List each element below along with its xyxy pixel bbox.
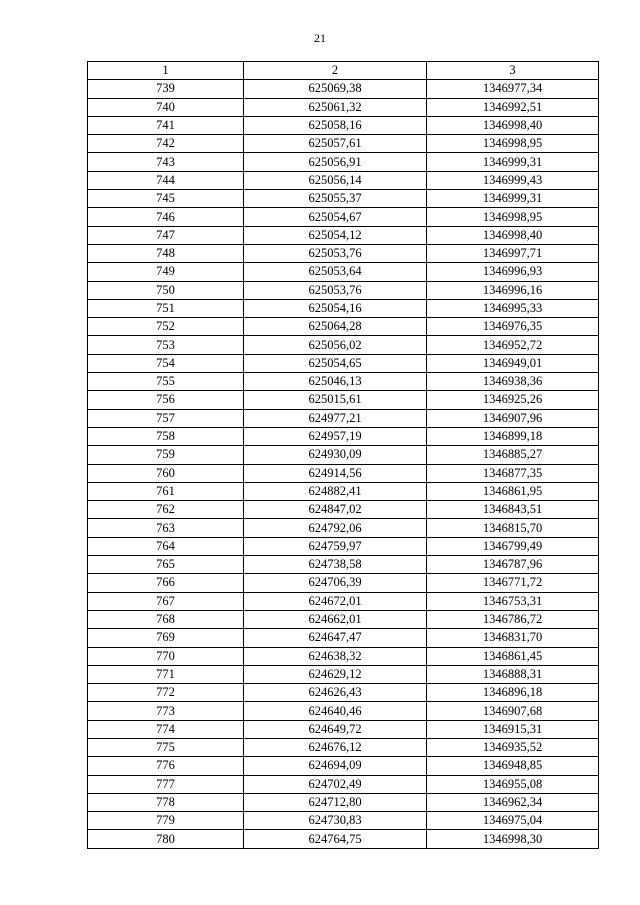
y-coordinate-cell: 1346992,51 xyxy=(427,98,599,116)
x-coordinate-cell: 625057,61 xyxy=(244,135,427,153)
point-number-cell: 750 xyxy=(88,281,244,299)
y-coordinate-cell: 1346975,04 xyxy=(427,812,599,830)
table-row xyxy=(88,98,599,116)
point-number-cell: 757 xyxy=(88,409,244,427)
table-body xyxy=(88,80,599,848)
page-number: 21 xyxy=(314,31,326,45)
y-coordinate-cell: 1346955,08 xyxy=(427,775,599,793)
x-coordinate-cell: 624626,43 xyxy=(244,684,427,702)
header-row xyxy=(88,62,599,80)
table-row xyxy=(88,610,599,628)
y-coordinate-cell: 1346831,70 xyxy=(427,629,599,647)
table-header xyxy=(88,62,599,80)
table-row xyxy=(88,464,599,482)
table-row xyxy=(88,373,599,391)
point-number-cell: 758 xyxy=(88,427,244,445)
table-row xyxy=(88,299,599,317)
x-coordinate-cell: 625054,16 xyxy=(244,299,427,317)
point-number-cell: 753 xyxy=(88,336,244,354)
y-coordinate-cell: 1346948,85 xyxy=(427,757,599,775)
x-coordinate-cell: 625054,67 xyxy=(244,208,427,226)
table-row xyxy=(88,190,599,208)
y-coordinate-cell: 1346787,96 xyxy=(427,556,599,574)
point-number-cell: 773 xyxy=(88,702,244,720)
y-coordinate-cell: 1346998,95 xyxy=(427,135,599,153)
table-row xyxy=(88,629,599,647)
y-coordinate-cell: 1346799,49 xyxy=(427,537,599,555)
point-number-cell: 739 xyxy=(88,80,244,98)
point-number-cell: 776 xyxy=(88,757,244,775)
x-coordinate-cell: 625053,76 xyxy=(244,244,427,262)
table-row xyxy=(88,446,599,464)
y-coordinate-cell: 1346877,35 xyxy=(427,464,599,482)
y-coordinate-cell: 1346843,51 xyxy=(427,501,599,519)
table-row xyxy=(88,263,599,281)
point-number-cell: 746 xyxy=(88,208,244,226)
point-number-cell: 767 xyxy=(88,592,244,610)
y-coordinate-cell: 1346995,33 xyxy=(427,299,599,317)
table-row xyxy=(88,354,599,372)
table-row xyxy=(88,318,599,336)
y-coordinate-cell: 1346996,16 xyxy=(427,281,599,299)
x-coordinate-cell: 624738,58 xyxy=(244,556,427,574)
y-coordinate-cell: 1346899,18 xyxy=(427,427,599,445)
x-coordinate-cell: 625054,12 xyxy=(244,226,427,244)
point-number-cell: 741 xyxy=(88,116,244,134)
point-number-cell: 755 xyxy=(88,373,244,391)
table-row xyxy=(88,482,599,500)
x-coordinate-cell: 625046,13 xyxy=(244,373,427,391)
x-coordinate-cell: 625054,65 xyxy=(244,354,427,372)
point-number-cell: 751 xyxy=(88,299,244,317)
table-row xyxy=(88,684,599,702)
x-coordinate-cell: 624977,21 xyxy=(244,409,427,427)
y-coordinate-cell: 1346907,96 xyxy=(427,409,599,427)
x-coordinate-cell: 624792,06 xyxy=(244,519,427,537)
x-coordinate-cell: 625061,32 xyxy=(244,98,427,116)
x-coordinate-cell: 625056,14 xyxy=(244,171,427,189)
point-number-cell: 749 xyxy=(88,263,244,281)
point-number-cell: 778 xyxy=(88,793,244,811)
y-coordinate-cell: 1346896,18 xyxy=(427,684,599,702)
x-coordinate-cell: 624662,01 xyxy=(244,610,427,628)
x-coordinate-cell: 624676,12 xyxy=(244,738,427,756)
y-coordinate-cell: 1346861,95 xyxy=(427,482,599,500)
x-coordinate-cell: 625055,37 xyxy=(244,190,427,208)
table-row xyxy=(88,409,599,427)
y-coordinate-cell: 1346949,01 xyxy=(427,354,599,372)
table-row xyxy=(88,519,599,537)
point-number-cell: 765 xyxy=(88,556,244,574)
table-row xyxy=(88,830,599,848)
table-row xyxy=(88,720,599,738)
point-number-cell: 754 xyxy=(88,354,244,372)
point-number-cell: 777 xyxy=(88,775,244,793)
y-coordinate-cell: 1346938,36 xyxy=(427,373,599,391)
x-coordinate-cell: 625053,64 xyxy=(244,263,427,281)
header-col-2: 2 xyxy=(244,62,427,80)
x-coordinate-cell: 625069,38 xyxy=(244,80,427,98)
header-col-1: 1 xyxy=(88,62,244,80)
x-coordinate-cell: 624702,49 xyxy=(244,775,427,793)
point-number-cell: 771 xyxy=(88,665,244,683)
point-number-cell: 768 xyxy=(88,610,244,628)
point-number-cell: 759 xyxy=(88,446,244,464)
x-coordinate-cell: 624672,01 xyxy=(244,592,427,610)
y-coordinate-cell: 1346907,68 xyxy=(427,702,599,720)
point-number-cell: 752 xyxy=(88,318,244,336)
table-row xyxy=(88,574,599,592)
point-number-cell: 763 xyxy=(88,519,244,537)
y-coordinate-cell: 1346998,40 xyxy=(427,116,599,134)
x-coordinate-cell: 625015,61 xyxy=(244,391,427,409)
x-coordinate-cell: 624638,32 xyxy=(244,647,427,665)
table-row xyxy=(88,226,599,244)
table-row xyxy=(88,171,599,189)
x-coordinate-cell: 624847,02 xyxy=(244,501,427,519)
point-number-cell: 744 xyxy=(88,171,244,189)
table-row xyxy=(88,501,599,519)
x-coordinate-cell: 624882,41 xyxy=(244,482,427,500)
header-col-3: 3 xyxy=(427,62,599,80)
table-row xyxy=(88,757,599,775)
table-row xyxy=(88,116,599,134)
table-row xyxy=(88,537,599,555)
y-coordinate-cell: 1346998,40 xyxy=(427,226,599,244)
y-coordinate-cell: 1346885,27 xyxy=(427,446,599,464)
point-number-cell: 780 xyxy=(88,830,244,848)
table-row xyxy=(88,812,599,830)
y-coordinate-cell: 1346935,52 xyxy=(427,738,599,756)
y-coordinate-cell: 1346977,34 xyxy=(427,80,599,98)
point-number-cell: 764 xyxy=(88,537,244,555)
table-row xyxy=(88,738,599,756)
point-number-cell: 743 xyxy=(88,153,244,171)
x-coordinate-cell: 625058,16 xyxy=(244,116,427,134)
y-coordinate-cell: 1346753,31 xyxy=(427,592,599,610)
table-row xyxy=(88,208,599,226)
point-number-cell: 769 xyxy=(88,629,244,647)
table-row xyxy=(88,793,599,811)
y-coordinate-cell: 1346786,72 xyxy=(427,610,599,628)
x-coordinate-cell: 625053,76 xyxy=(244,281,427,299)
table-row xyxy=(88,665,599,683)
y-coordinate-cell: 1346999,31 xyxy=(427,153,599,171)
point-number-cell: 775 xyxy=(88,738,244,756)
coordinates-table xyxy=(87,61,599,849)
point-number-cell: 766 xyxy=(88,574,244,592)
table-row xyxy=(88,135,599,153)
point-number-cell: 740 xyxy=(88,98,244,116)
point-number-cell: 774 xyxy=(88,720,244,738)
point-number-cell: 760 xyxy=(88,464,244,482)
y-coordinate-cell: 1346888,31 xyxy=(427,665,599,683)
y-coordinate-cell: 1346976,35 xyxy=(427,318,599,336)
table-row xyxy=(88,80,599,98)
x-coordinate-cell: 624712,80 xyxy=(244,793,427,811)
point-number-cell: 756 xyxy=(88,391,244,409)
point-number-cell: 745 xyxy=(88,190,244,208)
y-coordinate-cell: 1346998,95 xyxy=(427,208,599,226)
point-number-cell: 742 xyxy=(88,135,244,153)
x-coordinate-cell: 624914,56 xyxy=(244,464,427,482)
x-coordinate-cell: 624957,19 xyxy=(244,427,427,445)
x-coordinate-cell: 625064,28 xyxy=(244,318,427,336)
x-coordinate-cell: 624647,47 xyxy=(244,629,427,647)
x-coordinate-cell: 625056,02 xyxy=(244,336,427,354)
table-row xyxy=(88,702,599,720)
table-row xyxy=(88,556,599,574)
x-coordinate-cell: 624629,12 xyxy=(244,665,427,683)
table-row xyxy=(88,427,599,445)
point-number-cell: 761 xyxy=(88,482,244,500)
y-coordinate-cell: 1346996,93 xyxy=(427,263,599,281)
point-number-cell: 747 xyxy=(88,226,244,244)
table-row xyxy=(88,281,599,299)
x-coordinate-cell: 624649,72 xyxy=(244,720,427,738)
x-coordinate-cell: 624694,09 xyxy=(244,757,427,775)
x-coordinate-cell: 624706,39 xyxy=(244,574,427,592)
point-number-cell: 770 xyxy=(88,647,244,665)
x-coordinate-cell: 624640,46 xyxy=(244,702,427,720)
table-row xyxy=(88,153,599,171)
y-coordinate-cell: 1346915,31 xyxy=(427,720,599,738)
y-coordinate-cell: 1346815,70 xyxy=(427,519,599,537)
table-row xyxy=(88,647,599,665)
point-number-cell: 772 xyxy=(88,684,244,702)
table-row xyxy=(88,391,599,409)
y-coordinate-cell: 1346925,26 xyxy=(427,391,599,409)
table-row xyxy=(88,775,599,793)
point-number-cell: 748 xyxy=(88,244,244,262)
table-row xyxy=(88,336,599,354)
y-coordinate-cell: 1346997,71 xyxy=(427,244,599,262)
y-coordinate-cell: 1346771,72 xyxy=(427,574,599,592)
table-row xyxy=(88,592,599,610)
x-coordinate-cell: 624930,09 xyxy=(244,446,427,464)
y-coordinate-cell: 1346962,34 xyxy=(427,793,599,811)
point-number-cell: 779 xyxy=(88,812,244,830)
point-number-cell: 762 xyxy=(88,501,244,519)
y-coordinate-cell: 1346999,43 xyxy=(427,171,599,189)
y-coordinate-cell: 1346998,30 xyxy=(427,830,599,848)
x-coordinate-cell: 624730,83 xyxy=(244,812,427,830)
table-row xyxy=(88,244,599,262)
x-coordinate-cell: 624764,75 xyxy=(244,830,427,848)
y-coordinate-cell: 1346999,31 xyxy=(427,190,599,208)
y-coordinate-cell: 1346952,72 xyxy=(427,336,599,354)
y-coordinate-cell: 1346861,45 xyxy=(427,647,599,665)
x-coordinate-cell: 624759,97 xyxy=(244,537,427,555)
x-coordinate-cell: 625056,91 xyxy=(244,153,427,171)
